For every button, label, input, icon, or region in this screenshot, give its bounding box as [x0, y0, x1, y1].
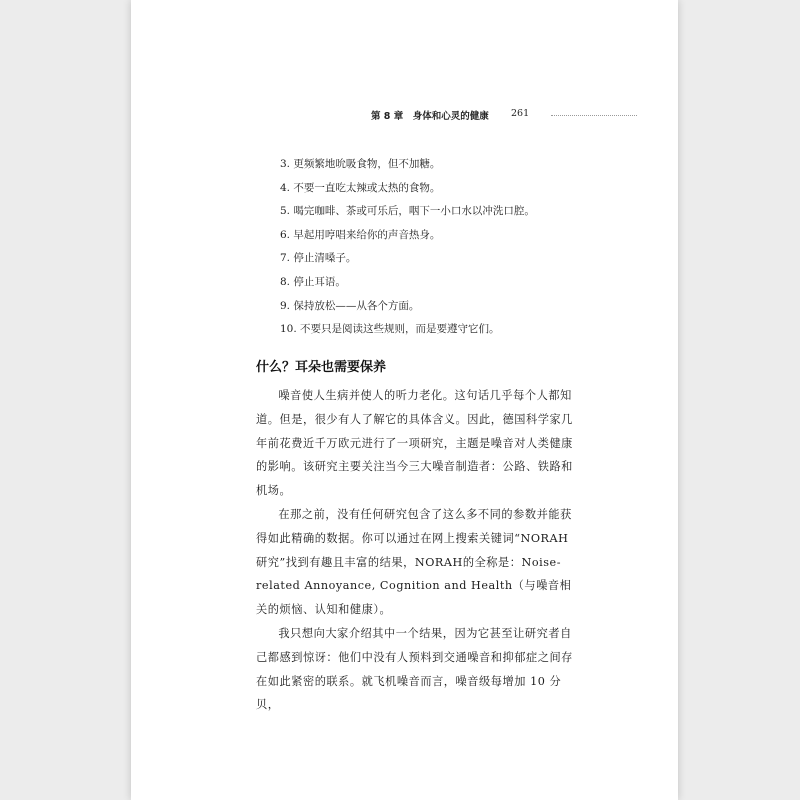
- list-item: 6. 早起用哼唱来给你的声音热身。: [280, 228, 441, 241]
- running-head: [371, 108, 671, 122]
- list-item: 5. 喝完咖啡、茶或可乐后，咽下一小口水以冲洗口腔。: [280, 205, 535, 218]
- book-page: [131, 0, 678, 800]
- tips-list: [280, 153, 580, 342]
- body-text: [256, 384, 578, 717]
- header-dotted-rule: [551, 115, 637, 116]
- paragraph: 在那之前，没有任何研究包含了这么多不同的参数并能获得如此精确的数据。你可以通过在网上搜索关键词“NORAH研究”找到有趣且丰富的结果，NORAH的全称是：Noise-related Annoyance, Cognition and Health（与噪音相关的烦恼、认知和健康）。: [256, 507, 572, 617]
- list-item: 4. 不要一直吃太辣或太热的食物。: [280, 181, 441, 194]
- paragraph: 我只想向大家介绍其中一个结果，因为它甚至让研究者自己都感到惊讶：他们中没有人预料到交通噪音和抑郁症之间存在如此紧密的联系。就飞机噪音而言，噪音级每增加 10 分贝，: [256, 626, 573, 712]
- list-item: 9. 保持放松——从各个方面。: [280, 299, 420, 312]
- paragraph: 噪音使人生病并使人的听力老化。这句话几乎每个人都知道。但是，很少有人了解它的具体含义。因此，德国科学家几年前花费近千万欧元进行了一项研究，主题是噪音对人类健康的影响。该研究主要关注当今三大噪音制造者：公路、铁路和机场。: [256, 389, 573, 498]
- page-number: 261: [511, 108, 530, 119]
- list-item: 10. 不要只是阅读这些规则，而是要遵守它们。: [280, 323, 500, 336]
- list-item: 8. 停止耳语。: [280, 275, 346, 288]
- list-item: 7. 停止清嗓子。: [280, 252, 357, 265]
- list-item: 3. 更频繁地吮吸食物，但不加糖。: [280, 158, 441, 170]
- section-heading: 什么？耳朵也需要保养: [256, 360, 387, 375]
- chapter-title: 第 8 章 身体和心灵的健康: [371, 111, 489, 122]
